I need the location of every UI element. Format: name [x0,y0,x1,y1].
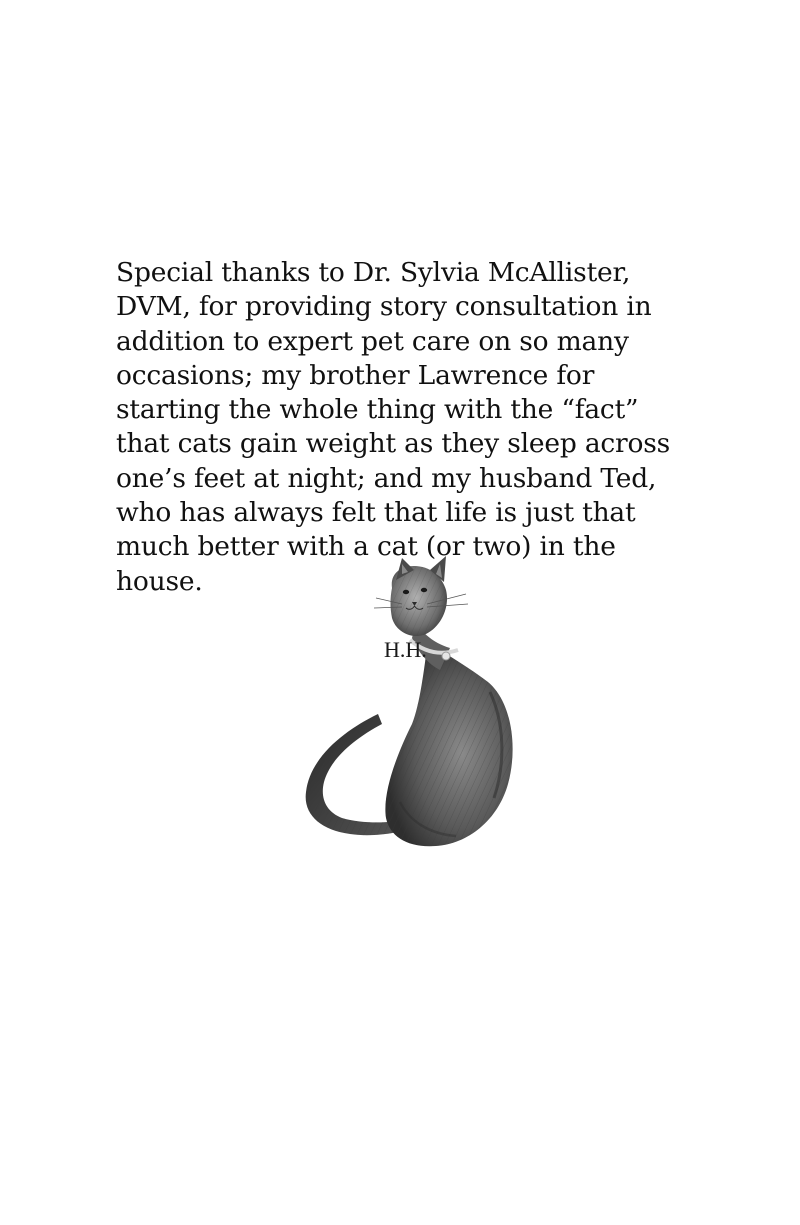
acknowledgment-line: that cats gain weight as they sleep across [116,428,671,460]
acknowledgment-line: starting the whole thing with the “fact” [116,394,639,426]
acknowledgment-line: much better with a cat (or two) in the [116,531,616,563]
acknowledgment-line: Special thanks to Dr. Sylvia McAllister, [116,257,631,288]
acknowledgment-paragraph [116,256,716,599]
author-initials: H.H. [384,637,427,662]
acknowledgment-line: occasions; my brother Lawrence for [116,359,595,391]
acknowledgment-line: one’s feet at night; and my husband Ted, [116,462,657,494]
acknowledgment-line: addition to expert pet care on so many [116,325,629,357]
acknowledgment-line: house. [116,565,203,597]
acknowledgment-line: DVM, for providing story consultation in [116,291,652,323]
acknowledgment-line: who has always felt that life is just that [116,497,636,529]
